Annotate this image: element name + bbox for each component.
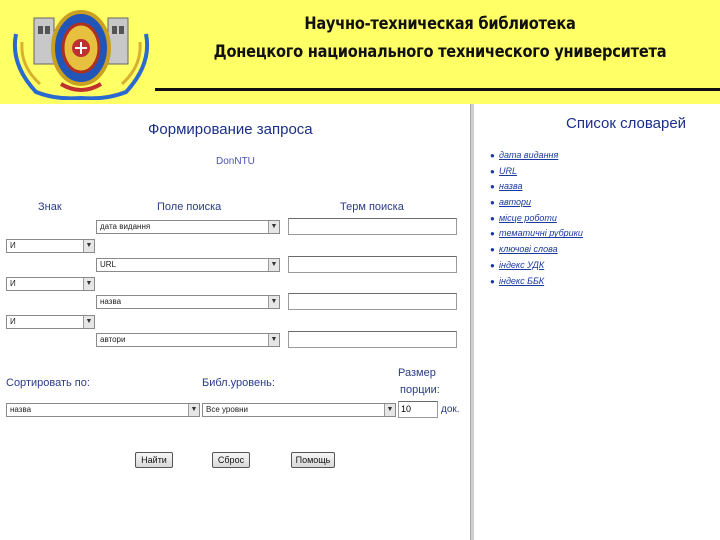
bullet-icon: ● [490, 166, 495, 176]
biblevel-select-value: Все уровни [206, 405, 248, 414]
sort-select-value: назва [10, 405, 32, 414]
bullet-icon: ● [490, 151, 495, 160]
biblevel-label: Библ.уровень: [202, 377, 275, 389]
search-term-input-3[interactable] [288, 293, 457, 310]
sort-select[interactable] [6, 403, 200, 417]
column-header-sign: Знак [38, 201, 62, 213]
chevron-down-icon: ▼ [83, 240, 94, 252]
search-field-select-2[interactable] [96, 258, 280, 272]
query-form-heading: Формирование запроса [148, 121, 313, 138]
reset-button[interactable]: Сброс [212, 452, 250, 468]
logic-operator-value-2: И [10, 241, 16, 250]
logic-operator-value-3: И [10, 279, 16, 288]
logic-operator-select-3[interactable] [6, 277, 95, 291]
dictionary-link-2[interactable]: URL [499, 165, 518, 176]
chevron-down-icon: ▼ [188, 404, 199, 416]
list-item [490, 150, 583, 166]
portion-size-label-1: Размер [398, 367, 436, 379]
chevron-down-icon: ▼ [268, 259, 279, 271]
list-item [490, 260, 583, 276]
bullet-icon: ● [490, 198, 495, 208]
logic-operator-select-2[interactable] [6, 239, 95, 253]
university-emblem-icon [6, 4, 156, 100]
search-field-select-1[interactable] [96, 220, 280, 234]
list-item [490, 244, 583, 260]
bullet-icon: ● [490, 276, 495, 286]
list-item [490, 228, 583, 244]
help-button[interactable]: Помощь [291, 452, 335, 468]
bullet-icon: ● [490, 245, 495, 255]
chevron-down-icon: ▼ [268, 334, 279, 346]
column-header-field: Поле поиска [157, 201, 222, 213]
bullet-icon: ● [490, 213, 495, 223]
search-term-input-4[interactable] [288, 331, 457, 348]
search-field-value-4: автори [100, 335, 126, 344]
chevron-down-icon: ▼ [83, 278, 94, 290]
query-form-panel [0, 104, 470, 540]
search-field-value-2: URL [100, 260, 117, 269]
portion-size-label-2: порции: [400, 384, 440, 396]
dictionary-link-3[interactable]: назва [499, 181, 523, 192]
dictionary-link-6[interactable]: тематичні рубрики [499, 228, 583, 239]
portion-unit-label: док. [441, 404, 460, 415]
list-item [490, 181, 583, 197]
logic-operator-value-4: И [10, 317, 16, 326]
header-title-line-1: Научно-техническая библиотека [304, 14, 576, 34]
site-header [0, 0, 720, 104]
sort-label: Сортировать по: [6, 377, 90, 389]
dictionary-link-7[interactable]: ключові слова [499, 244, 558, 255]
chevron-down-icon: ▼ [268, 221, 279, 233]
bullet-icon: ● [490, 260, 495, 270]
search-term-input-2[interactable] [288, 256, 457, 273]
search-term-input-1[interactable] [288, 218, 457, 235]
dictionary-link-9[interactable]: індекс ББК [499, 275, 545, 286]
list-item [490, 166, 583, 182]
bullet-icon: ● [490, 229, 495, 239]
dictionary-link-8[interactable]: індекс УДК [499, 259, 545, 270]
column-header-term: Терм поиска [340, 201, 404, 213]
portion-size-input[interactable]: 10 [398, 401, 438, 418]
bullet-icon: ● [490, 182, 495, 192]
dictionary-panel [475, 104, 720, 540]
list-item [490, 213, 583, 229]
chevron-down-icon: ▼ [83, 316, 94, 328]
logic-operator-select-4[interactable] [6, 315, 95, 329]
find-button[interactable]: Найти [135, 452, 173, 468]
dictionary-link-5[interactable]: місце роботи [499, 212, 557, 223]
search-field-value-3: назва [100, 297, 122, 306]
search-field-value-1: дата видання [100, 222, 151, 231]
chevron-down-icon: ▼ [384, 404, 395, 416]
chevron-down-icon: ▼ [268, 296, 279, 308]
header-title-line-2: Донецкого национального технического университета [213, 42, 667, 62]
dictionary-link-4[interactable]: автори [499, 197, 532, 208]
search-field-select-3[interactable] [96, 295, 280, 309]
dictionary-list [490, 150, 583, 291]
panel-divider [470, 104, 474, 540]
search-field-select-4[interactable] [96, 333, 280, 347]
database-name: DonNTU [216, 156, 255, 167]
list-item [490, 276, 583, 292]
header-divider [155, 88, 720, 91]
list-item [490, 197, 583, 213]
dictionary-link-1[interactable]: дата видання [499, 150, 559, 160]
biblevel-select[interactable] [202, 403, 396, 417]
dictionary-list-heading: Список словарей [566, 115, 687, 132]
